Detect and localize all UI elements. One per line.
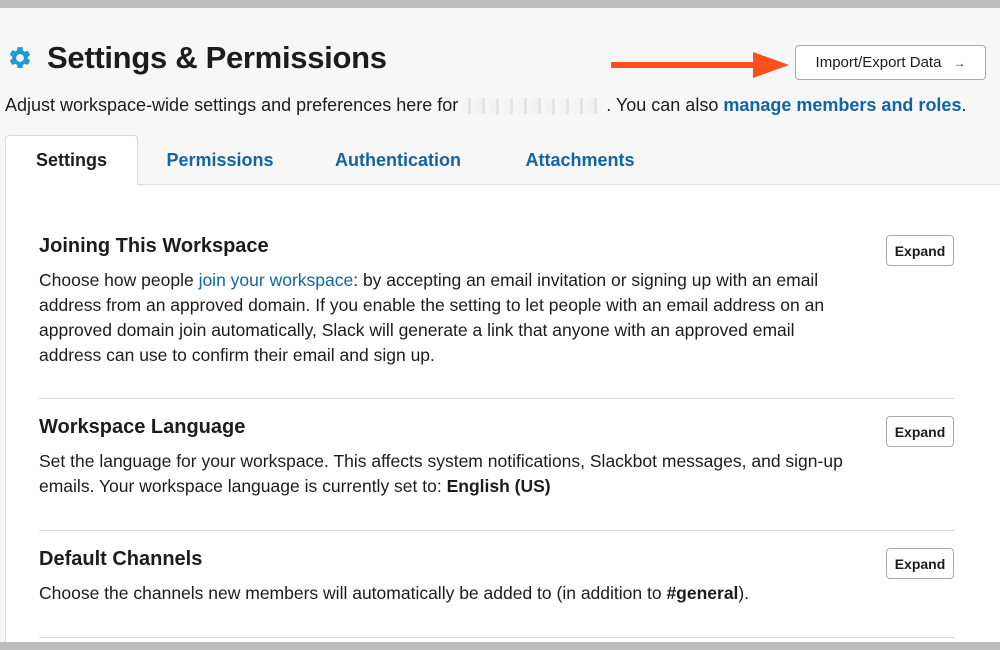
section-divider (39, 398, 954, 399)
desc-text: Choose the channels new members will automatically be added to (in addition to (39, 583, 667, 603)
page-subtitle (5, 95, 966, 116)
tab-settings[interactable] (5, 135, 138, 185)
section-joining-workspace (39, 235, 954, 368)
expand-button[interactable]: Expand (886, 235, 954, 266)
subtitle-prefix: Adjust workspace-wide settings and preferences here for (5, 95, 459, 115)
section-divider (39, 637, 954, 638)
gear-icon (7, 45, 33, 71)
section-default-channels (39, 548, 954, 606)
tab-permissions[interactable] (155, 135, 285, 185)
import-export-button[interactable] (795, 45, 986, 80)
current-language: English (US) (446, 476, 551, 496)
section-description (39, 581, 859, 606)
general-channel: #general (666, 583, 739, 603)
expand-button[interactable]: Expand (886, 416, 954, 447)
tab-attachments-label: Attachments (525, 149, 635, 170)
section-title: Joining This Workspace (39, 235, 269, 257)
section-title: Workspace Language (39, 416, 246, 438)
join-workspace-link[interactable]: join your workspace (198, 270, 354, 290)
tab-authentication-label: Authentication (335, 149, 461, 170)
bottom-frame-bar (0, 642, 1000, 650)
section-workspace-language (39, 416, 954, 499)
subtitle-middle: . You can also (606, 95, 719, 115)
redacted-workspace-name (462, 98, 602, 114)
settings-tabs (5, 135, 1000, 185)
desc-text: Set the language for your workspace. This affects system notifications, Slackbot messages, and sign-up emails. Your workspace language is currently set to: (39, 451, 843, 496)
section-description (39, 268, 859, 368)
page-header (7, 40, 387, 76)
manage-members-link[interactable]: manage members and roles (723, 95, 962, 115)
desc-text: : by accepting an email invitation or signing up with an email address from an approved domain. If you enable the setting to let people with an email address on an approved domain join automatically, Slack will generate a link that anyone with an approved email address can use to confirm their email and sign up. (39, 270, 825, 365)
subtitle-suffix: . (961, 95, 967, 115)
desc-text: Choose how people (39, 270, 199, 290)
settings-panel (5, 184, 1000, 642)
tab-permissions-label: Permissions (166, 149, 274, 170)
import-export-label: Import/Export Data (815, 54, 942, 71)
top-frame-bar (0, 0, 1000, 8)
tab-settings-label: Settings (35, 150, 107, 170)
tab-attachments[interactable] (510, 135, 650, 185)
desc-text: ). (738, 583, 750, 603)
section-description (39, 449, 859, 499)
section-title: Default Channels (39, 548, 203, 570)
arrow-right-icon: → (953, 55, 966, 70)
page-title: Settings & Permissions (47, 40, 387, 75)
tab-authentication[interactable] (320, 135, 476, 185)
section-divider (39, 530, 954, 531)
expand-button[interactable]: Expand (886, 548, 954, 579)
annotation-arrow-icon (611, 52, 791, 78)
